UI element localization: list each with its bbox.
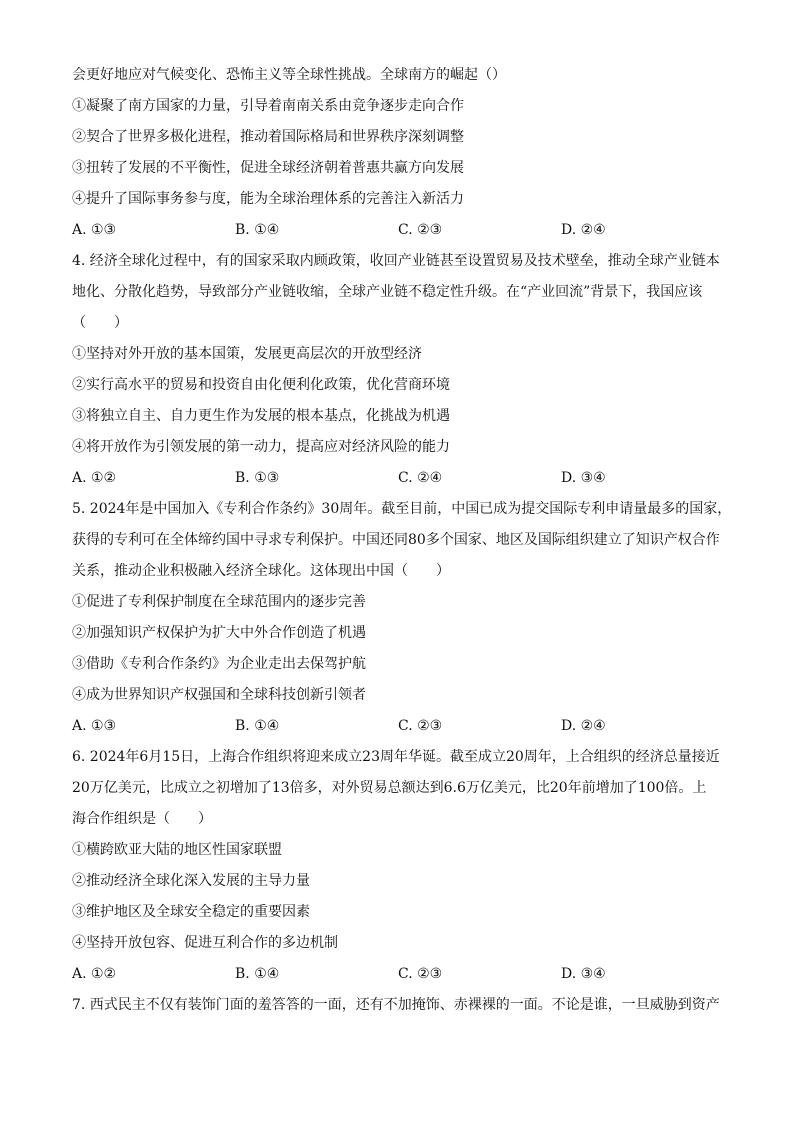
option-a[interactable]: A. ①③ xyxy=(72,222,117,238)
statement-1: ①凝聚了南方国家的力量，引导着南南关系由竞争逐步走向合作 xyxy=(72,98,464,114)
statement-4: ④将开放作为引领发展的第一动力，提高应对经济风险的能力 xyxy=(72,439,450,455)
statement-1: ①横跨欧亚大陆的地区性国家联盟 xyxy=(72,842,282,858)
option-c[interactable]: C. ②③ xyxy=(398,718,443,734)
answer-options xyxy=(72,711,732,742)
statement-2: ②加强知识产权保护为扩大中外合作创造了机遇 xyxy=(72,625,366,641)
question-stem-line: 关系，推动企业积极融入经济全球化。这体现出中国（ ） xyxy=(72,563,450,579)
question-stem-line: 会更好地应对气候变化、恐怖主义等全球性挑战。全球南方的崛起（） xyxy=(72,67,506,83)
answer-options xyxy=(72,959,732,990)
question-stem-line: 7. 西式民主不仅有装饰门面的羞答答的一面，还有不加掩饰、赤裸裸的一面。不论是谁，一旦威胁到资产 xyxy=(72,997,720,1013)
statement-4: ④提升了国际事务参与度，能为全球治理体系的完善注入新活力 xyxy=(72,191,464,207)
option-d[interactable]: D. ③④ xyxy=(561,966,606,982)
statement-2: ②契合了世界多极化进程，推动着国际格局和世界秩序深刻调整 xyxy=(72,129,464,145)
statement-4: ④成为世界知识产权强国和全球科技创新引领者 xyxy=(72,687,366,703)
question-stem-line: 6. 2024年6月15日，上海合作组织将迎来成立23周年华诞。截至成立20周年，上合组织的经济总量接近 xyxy=(72,749,720,765)
statement-1: ①坚持对外开放的基本国策，发展更高层次的开放型经济 xyxy=(72,346,422,362)
statement-2: ②推动经济全球化深入发展的主导力量 xyxy=(72,873,310,889)
question-stem-line: （ ） xyxy=(72,315,128,331)
statement-3: ③将独立自主、自力更生作为发展的根本基点，化挑战为机遇 xyxy=(72,408,450,424)
option-b[interactable]: B. ①④ xyxy=(235,222,280,238)
statement-3: ③扭转了发展的不平衡性，促进全球经济朝着普惠共赢方向发展 xyxy=(72,160,464,176)
statement-1: ①促进了专利保护制度在全球范围内的逐步完善 xyxy=(72,594,366,610)
question-6 xyxy=(72,742,732,990)
question-stem-line: 20万亿美元，比成立之初增加了13倍多，对外贸易总额达到6.6万亿美元，比20年前增加了100倍。上 xyxy=(72,780,707,796)
statement-2: ②实行高水平的贸易和投资自由化便利化政策，优化营商环境 xyxy=(72,377,450,393)
answer-options xyxy=(72,463,732,494)
question-4 xyxy=(72,246,732,494)
option-a[interactable]: A. ①② xyxy=(72,966,117,982)
option-c[interactable]: C. ②③ xyxy=(398,222,443,238)
option-c[interactable]: C. ②③ xyxy=(398,966,443,982)
option-d[interactable]: D. ③④ xyxy=(561,470,606,486)
option-b[interactable]: B. ①④ xyxy=(235,966,280,982)
option-a[interactable]: A. ①③ xyxy=(72,718,117,734)
option-b[interactable]: B. ①④ xyxy=(235,718,280,734)
question-5 xyxy=(72,494,732,742)
statement-3: ③维护地区及全球安全稳定的重要因素 xyxy=(72,904,310,920)
question-stem-line: 地化、分散化趋势，导致部分产业链收缩，全球产业链不稳定性升级。在“产业回流”背景下，我国应该 xyxy=(72,284,703,300)
question-stem-line: 海合作组织是（ ） xyxy=(72,811,212,827)
exam-page xyxy=(72,60,732,1021)
option-c[interactable]: C. ②④ xyxy=(398,470,443,486)
option-b[interactable]: B. ①③ xyxy=(235,470,280,486)
question-stem-line: 5. 2024年是中国加入《专利合作条约》30周年。截至目前，中国已成为提交国际专利申请量最多的国家， xyxy=(72,501,732,517)
question-3 xyxy=(72,60,732,246)
answer-options xyxy=(72,215,732,246)
statement-3: ③借助《专利合作条约》为企业走出去保驾护航 xyxy=(72,656,366,672)
option-d[interactable]: D. ②④ xyxy=(561,222,606,238)
question-stem-line: 4. 经济全球化过程中，有的国家采取内顾政策，收回产业链甚至设置贸易及技术壁垒，推动全球产业链本 xyxy=(72,253,720,269)
question-stem-line: 获得的专利可在全体缔约国中寻求专利保护。中国还同80多个国家、地区及国际组织建立了知识产权合作 xyxy=(72,532,720,548)
question-7 xyxy=(72,990,732,1021)
statement-4: ④坚持开放包容、促进互利合作的多边机制 xyxy=(72,935,338,951)
option-d[interactable]: D. ②④ xyxy=(561,718,606,734)
option-a[interactable]: A. ①② xyxy=(72,470,117,486)
